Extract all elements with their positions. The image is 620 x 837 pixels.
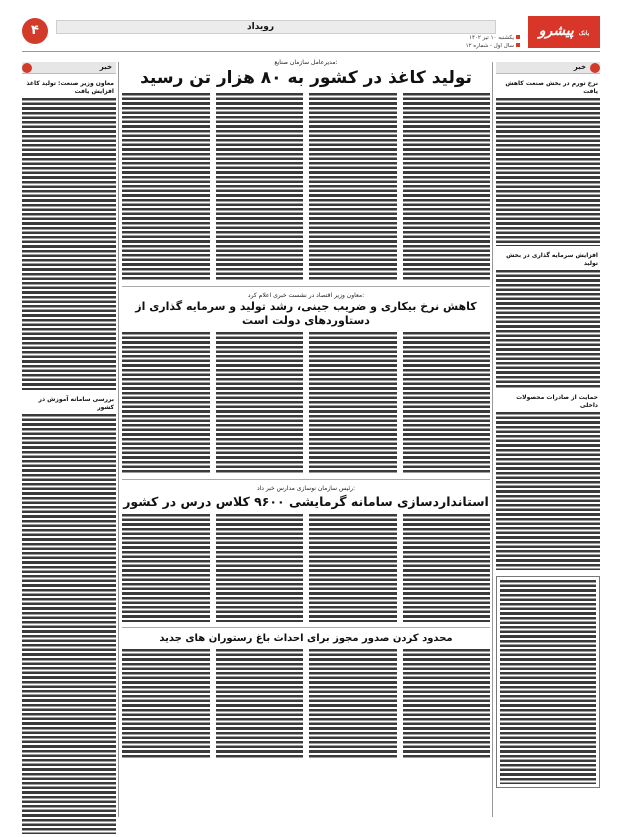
article-2-kicker: معاون وزیر اقتصاد در نشست خبری اعلام کرد: xyxy=(247,292,365,299)
right-brief-text-3 xyxy=(496,412,600,570)
left-column-header-label: خبر xyxy=(99,63,112,71)
article-2-headline: کاهش نرخ بیکاری و ضریب جینی، رشد تولید و سرمایه گذاری از دستاوردهای دولت است xyxy=(135,300,477,327)
bullet-icon xyxy=(516,43,520,47)
left-brief-text-1 xyxy=(22,98,116,390)
right-brief-title-1: نرخ تورم در بخش صنعت کاهش یافت xyxy=(505,80,598,95)
article-2 xyxy=(122,291,490,474)
article-1-text-column xyxy=(216,93,304,281)
article-divider xyxy=(122,627,490,628)
article-1-columns xyxy=(122,93,490,281)
article-3-columns xyxy=(122,514,490,622)
masthead xyxy=(22,14,600,52)
left-news-column xyxy=(22,62,116,837)
column-divider xyxy=(492,62,493,817)
article-2-columns xyxy=(122,332,490,474)
right-column-header xyxy=(496,62,600,74)
article-1-text-column xyxy=(122,93,210,281)
article-3-text-column xyxy=(309,514,397,622)
newspaper-page xyxy=(22,14,600,820)
article-4 xyxy=(122,632,490,759)
article-1-text-column xyxy=(309,93,397,281)
article-4-columns xyxy=(122,649,490,759)
article-1 xyxy=(122,58,490,281)
left-brief-title-1: معاون وزیر صنعت: تولید کاغذ افزایش یافت xyxy=(26,80,114,95)
right-news-column xyxy=(496,62,600,788)
arrow-badge-icon xyxy=(590,63,600,73)
main-news-area xyxy=(122,58,490,759)
article-4-headline: محدود کردن صدور مجوز برای احداث باغ رستوران های جدید xyxy=(159,633,453,644)
right-column-header-label: خبر xyxy=(573,63,586,71)
article-4-text-column xyxy=(216,649,304,759)
article-1-text-column xyxy=(403,93,491,281)
right-brief-text-2 xyxy=(496,270,600,388)
left-brief-text-2 xyxy=(22,414,116,834)
article-3 xyxy=(122,484,490,622)
article-3-text-column xyxy=(403,514,491,622)
left-brief-title-2: بررسی سامانه آموزش در کشور xyxy=(38,396,114,411)
article-3-text-column xyxy=(216,514,304,622)
issue-info xyxy=(442,34,520,50)
article-divider xyxy=(122,286,490,287)
logo-text: پیشرو xyxy=(538,23,574,39)
arrow-badge-icon xyxy=(22,63,32,73)
section-name: رویداد xyxy=(247,22,275,32)
right-boxed-notice-text xyxy=(500,580,596,784)
column-divider xyxy=(118,62,119,817)
issue-line: سال اول - شماره ۱۲ xyxy=(442,42,520,50)
article-3-kicker: رئیس سازمان نوسازی مدارس خبر داد: xyxy=(256,485,356,492)
article-divider xyxy=(122,479,490,480)
article-4-text-column xyxy=(403,649,491,759)
right-brief-text-1 xyxy=(496,98,600,246)
article-4-text-column xyxy=(122,649,210,759)
article-1-kicker: مدیرعامل سازمان صنایع: xyxy=(274,59,338,66)
newspaper-logo xyxy=(528,16,600,48)
right-brief-title-2: افزایش سرمایه گذاری در بخش تولید xyxy=(506,252,598,267)
article-3-text-column xyxy=(122,514,210,622)
page-number: ۴ xyxy=(22,18,48,44)
article-4-text-column xyxy=(309,649,397,759)
article-2-text-column xyxy=(309,332,397,474)
left-column-header xyxy=(22,62,116,74)
logo-small-text: بانک xyxy=(578,30,590,37)
right-boxed-notice xyxy=(496,576,600,788)
issue-line: یکشنبه ۱۰ تیر ۱۴۰۲ xyxy=(442,34,520,42)
right-brief-title-3: حمایت از صادرات محصولات داخلی xyxy=(516,394,598,409)
article-3-headline: استانداردسازی سامانه گرمایشی ۹۶۰۰ کلاس درس در کشور xyxy=(123,494,489,509)
article-2-text-column xyxy=(216,332,304,474)
bullet-icon xyxy=(516,35,520,39)
article-1-headline: تولید کاغذ در کشور به ۸۰ هزار تن رسید xyxy=(140,68,472,88)
article-2-text-column xyxy=(403,332,491,474)
section-bar xyxy=(56,20,496,34)
article-2-text-column xyxy=(122,332,210,474)
masthead-rule xyxy=(22,51,600,52)
